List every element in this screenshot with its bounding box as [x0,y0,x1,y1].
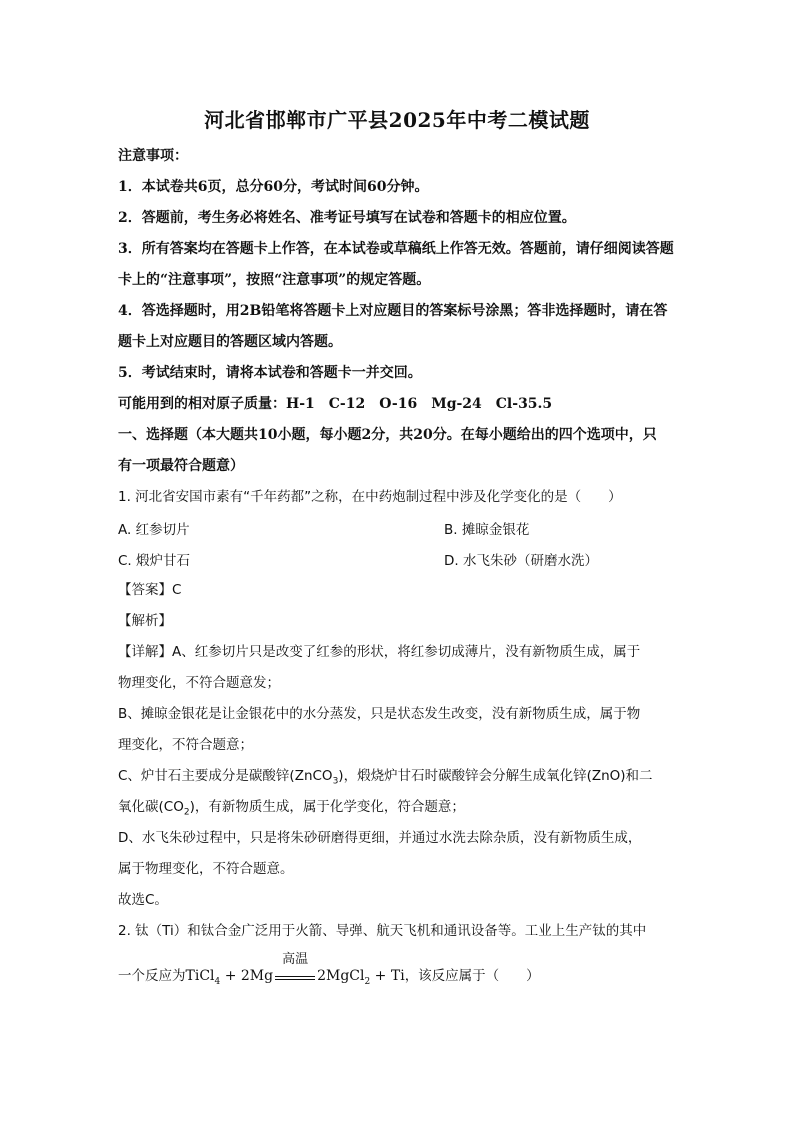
question-1-b-line-1: B、摊晾金银花是让金银花中的水分蒸发，只是状态发生改变，没有新物质生成，属于物 [118,706,641,722]
eq-left-subscript: 4 [214,976,221,987]
question-1-stem: 1. 河北省安国市素有“千年药都”之称，在中药炮制过程中涉及化学变化的是（ ） [118,489,622,505]
question-1-c-line-1 [118,766,680,792]
reaction-condition: 高温 [282,952,309,967]
arrow-line-top [275,976,315,977]
question-1-detail-line-2: 物理变化，不符合题意发； [118,675,280,691]
question-1-c-line-2 [118,797,680,823]
question-1-detail-line-1: 【详解】A、红参切片只是改变了红参的形状，将红参切成薄片，没有新物质生成，属于 [118,644,641,660]
c-line-2-text-b: )，有新物质生成，属于化学变化，符合题意； [189,799,465,815]
atomic-masses: 可能用到的相对原子质量：H-1 C-12 O-16 Mg-24 Cl-35.5 [118,396,553,412]
question-1-analysis-label: 【解析】 [118,613,172,629]
question-1-d-line-1: D、水飞朱砂过程中，只是将朱砂研磨得更细，并通过水洗去除杂质，没有新物质生成， [118,830,642,846]
page-title: 河北省邯郸市广平县2025年中考二模试题 [204,108,590,132]
section-1-heading-line-1: 一、选择题（本大题共10小题，每小题2分，共20分。在每小题给出的四个选项中，只 [118,427,657,443]
notice-item-4-line-1: 4．答选择题时，用2B铅笔将答题卡上对应题目的答案标号涂黑；答非选择题时，请在答 [118,303,668,319]
q2-suffix: ，该反应属于（ ） [404,968,540,984]
eq-right-tail: + Ti [370,968,405,984]
notice-item-2: 2．答题前，考生务必将姓名、准考证号填写在试卷和答题卡的相应位置。 [118,210,576,226]
question-1-conclusion: 故选C。 [118,892,168,908]
equation-left [185,968,274,987]
question-1-b-line-2: 理变化，不符合题意； [118,737,253,753]
c-line-1-subscript: 3 [332,776,339,787]
eq-right-formula: 2MgCl [317,968,365,984]
c-line-1-text-a: C、炉甘石主要成分是碳酸锌(ZnCO [118,768,333,784]
question-1-option-d: D. 水飞朱砂（研磨水洗） [444,553,598,569]
arrow-line-bottom [275,979,315,980]
question-2-stem-line-2 [118,952,680,992]
notice-item-5: 5．考试结束时，请将本试卷和答题卡一并交回。 [118,365,422,381]
notice-item-3-line-2: 卡上的“注意事项”，按照“注意事项”的规定答题。 [118,272,431,288]
notice-item-1: 1．本试卷共6页，总分60分，考试时间60分钟。 [118,179,429,195]
question-1-answer: 【答案】C [118,582,182,598]
question-1-option-b: B. 摊晾金银花 [444,522,530,538]
question-1-option-c: C. 煅炉甘石 [118,553,191,569]
reaction-condition-arrow [273,952,317,986]
question-1-option-a: A. 红参切片 [118,522,190,538]
notice-heading: 注意事项： [118,148,188,164]
c-line-1-text-b: )，煅烧炉甘石时碳酸锌会分解生成氧化锌(ZnO)和二 [338,768,653,784]
section-1-heading-line-2: 有一项最符合题意） [118,458,244,474]
eq-mid-formula: + 2Mg [220,968,274,984]
notice-item-3-line-1: 3．所有答案均在答题卡上作答，在本试卷或草稿纸上作答无效。答题前，请仔细阅读答题 [118,241,674,257]
c-line-2-text-a: 氧化碳(CO [118,799,184,815]
question-1-d-line-2: 属于物理变化，不符合题意。 [118,861,294,877]
eq-left-formula: TiCl [185,968,215,984]
question-2-stem-line-1: 2. 钛（Ti）和钛合金广泛用于火箭、导弹、航天飞机和通讯设备等。工业上生产钛的其中 [118,923,647,939]
eq-right-subscript: 2 [364,976,371,987]
notice-item-4-line-2: 题卡上对应题目的答题区域内答题。 [118,334,342,350]
equation-right [317,968,405,987]
q2-prefix: 一个反应为 [118,968,186,984]
c-line-2-subscript: 2 [183,807,190,818]
